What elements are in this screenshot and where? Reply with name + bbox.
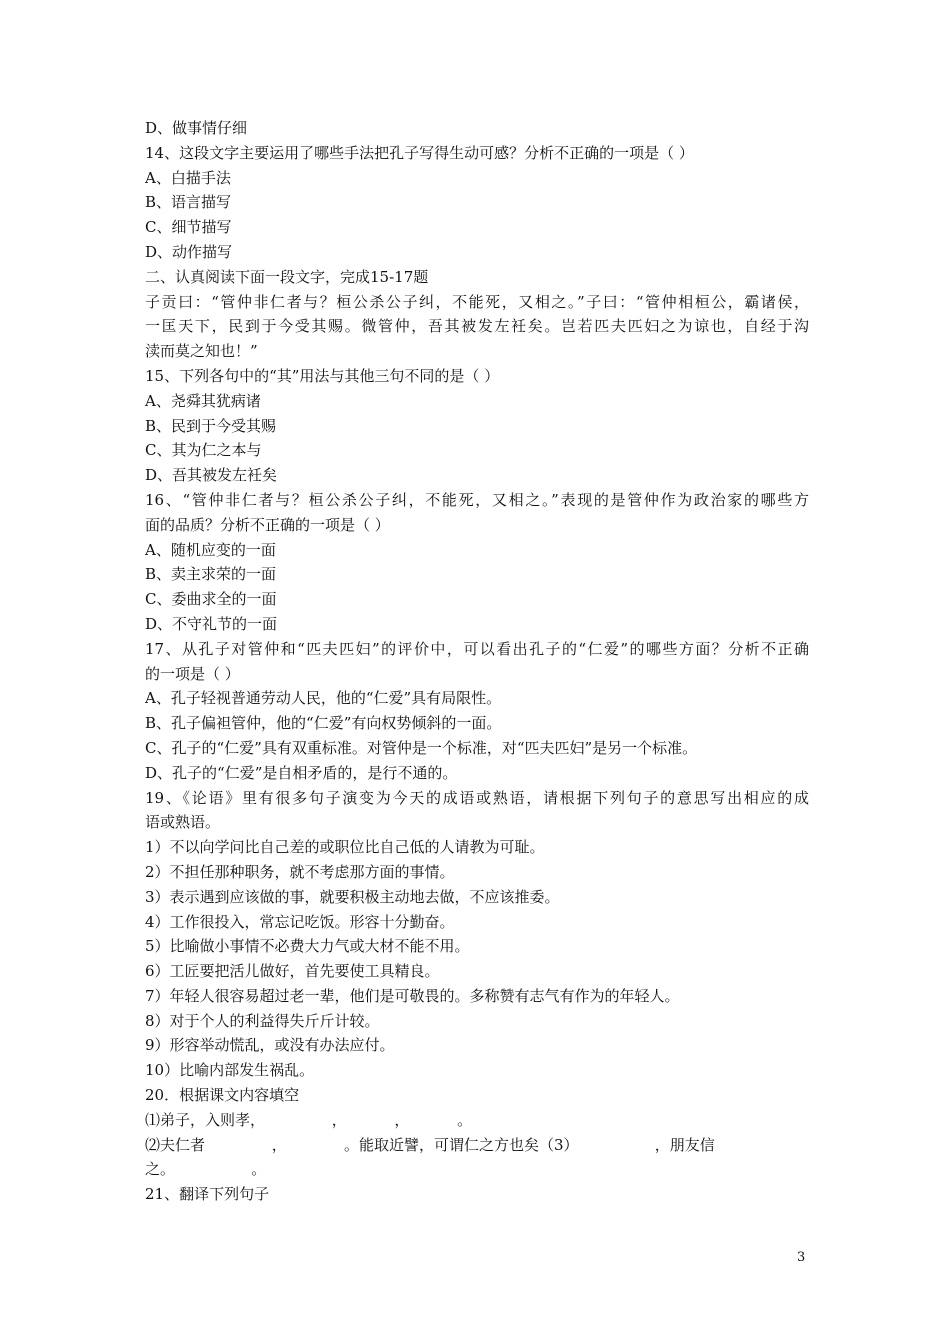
fill-blank-line: 之。 。 (145, 1160, 267, 1179)
list-item: 3）表示遇到应该做的事，就要积极主动地去做，不应该推委。 (145, 887, 560, 906)
option-line: D、不守礼节的一面 (145, 614, 278, 633)
section-heading: 二、认真阅读下面一段文字，完成15-17题 (145, 267, 429, 286)
question-line: 20．根据课文内容填空 (145, 1086, 300, 1105)
question-line: 语或熟语。 (145, 813, 221, 832)
option-line: C、其为仁之本与 (145, 441, 262, 460)
option-line: B、语言描写 (145, 193, 232, 212)
option-line: C、细节描写 (145, 218, 232, 237)
passage-line: 渎而莫之知也！” (145, 342, 258, 361)
list-item: 7）年轻人很容易超过老一辈，他们是可敬畏的。多称赞有志气有作为的年轻人。 (145, 986, 680, 1005)
list-item: 8）对于个人的利益得失斤斤计较。 (145, 1011, 380, 1030)
list-item: 9）形容举动慌乱，或没有办法应付。 (145, 1036, 395, 1055)
option-line: C、委曲求全的一面 (145, 590, 277, 609)
question-line: 19、《论语》里有很多句子演变为今天的成语或熟语，请根据下列句子的意思写出相应的成 (145, 788, 809, 807)
question-line: 16、“管仲非仁者与？桓公杀公子纠，不能死，又相之。”表现的是管仲作为政治家的哪些方 (145, 490, 809, 509)
question-line: 的一项是（ ） (145, 664, 240, 683)
option-line: A、尧舜其犹病诸 (145, 391, 261, 410)
list-item: 5）比喻做小事情不必费大力气或大材不能不用。 (145, 937, 470, 956)
question-line: 21、翻译下列句子 (145, 1185, 270, 1204)
option-line: D、做事情仔细 (145, 119, 248, 137)
question-line: 面的品质？分析不正确的一项是（ ） (145, 515, 390, 534)
option-line: D、动作描写 (145, 242, 233, 261)
passage-line: 子贡曰：“管仲非仁者与？桓公杀公子纠，不能死，又相之。”子曰：“管仲相桓公，霸诸侯， (145, 292, 809, 311)
option-line: A、孔子轻视普通劳动人民，他的“仁爱”具有局限性。 (145, 689, 502, 708)
fill-blank-line: ⑵夫仁者 ， 。能取近譬，可谓仁之方也矣（3） ，朋友信 (145, 1135, 715, 1154)
option-line: C、孔子的“仁爱”具有双重标准。对管仲是一个标准，对“匹夫匹妇”是另一个标准。 (145, 738, 698, 757)
option-line: A、白描手法 (145, 168, 231, 187)
question-line: 14、这段文字主要运用了哪些手法把孔子写得生动可感？分析不正确的一项是（ ） (145, 143, 694, 162)
passage-line: 一匡天下，民到于今受其赐。微管仲，吾其被发左衽矣。岂若匹夫匹妇之为谅也，自经于沟 (145, 317, 809, 336)
list-item: 6）工匠要把活儿做好，首先要使工具精良。 (145, 962, 440, 981)
option-line: D、吾其被发左衽矣 (145, 466, 278, 485)
option-line: B、孔子偏袒管仲，他的“仁爱”有向权势倾斜的一面。 (145, 714, 502, 733)
question-line: 17、从孔子对管仲和“匹夫匹妇”的评价中，可以看出孔子的“仁爱”的哪些方面？分析不正确 (145, 639, 809, 658)
list-item: 4）工作很投入，常忘记吃饭。形容十分勤奋。 (145, 912, 455, 931)
document-body (145, 116, 809, 1207)
question-line: 15、下列各句中的“其”用法与其他三句不同的是（ ） (145, 366, 500, 385)
list-item: 10）比喻内部发生祸乱。 (145, 1061, 315, 1080)
list-item: 1）不以向学问比自己差的或职位比自己低的人请教为可耻。 (145, 838, 545, 857)
list-item: 2）不担任那种职务，就不考虑那方面的事情。 (145, 862, 455, 881)
option-line: B、卖主求荣的一面 (145, 565, 277, 584)
fill-blank-line: ⑴弟子，入则孝， ， ， 。 (145, 1110, 473, 1129)
page-number: 3 (797, 1250, 806, 1265)
option-line: D、孔子的“仁爱”是自相矛盾的，是行不通的。 (145, 763, 458, 782)
option-line: B、民到于今受其赐 (145, 416, 277, 435)
option-line: A、随机应变的一面 (145, 540, 276, 559)
